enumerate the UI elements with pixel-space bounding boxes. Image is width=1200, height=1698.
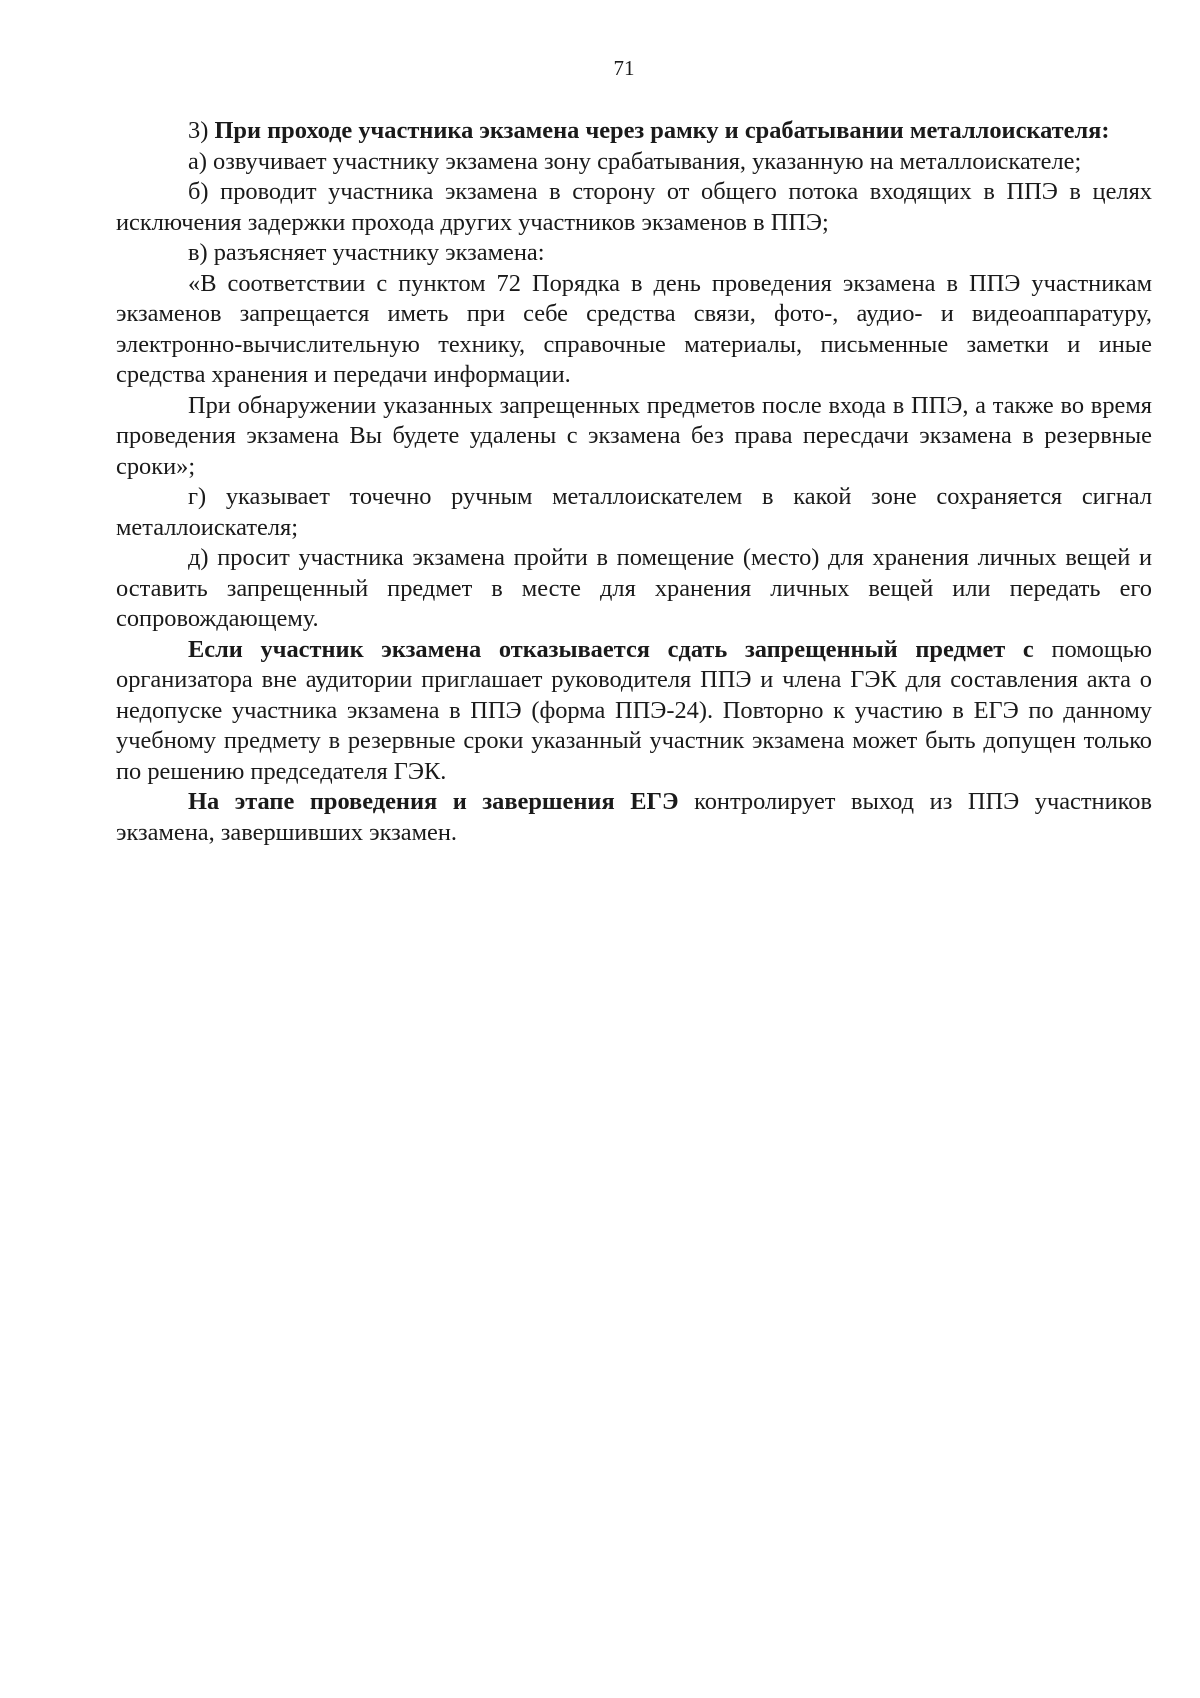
paragraph-item-g: г) указывает точечно ручным металлоискателем в какой зоне сохраняется сигнал металлоискателя; bbox=[116, 483, 1152, 541]
stage-text: контролирует выход из ППЭ участников экзамена, завершивших экзамен. bbox=[116, 788, 1152, 846]
document-body bbox=[116, 116, 1152, 848]
paragraph-quote-1: «В соответствии с пунктом 72 Порядка в день проведения экзамена в ППЭ участникам экзаменов запрещается иметь при себе средства связи, фото-, аудио- и видеоаппаратуру, электронно-вычислительную технику, справочные материалы, письменные заметки и иные средства хранения и передачи информации. bbox=[116, 269, 1152, 388]
paragraph-item-3 bbox=[116, 116, 1152, 147]
paragraph-item-b: б) проводит участника экзамена в сторону от общего потока входящих в ППЭ в целях исключения задержки прохода других участников экзаменов в ППЭ; bbox=[116, 178, 1152, 236]
stage-heading: На этапе проведения и завершения ЕГЭ bbox=[188, 788, 679, 815]
paragraph-stage bbox=[116, 787, 1152, 848]
paragraph-quote-2: При обнаружении указанных запрещенных предметов после входа в ППЭ, а также во время проведения экзамена Вы будете удалены с экзамена без права пересдачи экзамена в резервные сроки»; bbox=[116, 391, 1152, 480]
refusal-heading: Если участник экзамена отказывается сдать запрещенный предмет с bbox=[188, 635, 1034, 663]
paragraph-item-v: в) разъясняет участнику экзамена: bbox=[188, 239, 545, 266]
paragraph-item-d: д) просит участника экзамена пройти в помещение (место) для хранения личных вещей и оставить запрещенный предмет в месте для хранения личных вещей или передать его сопровождающему. bbox=[116, 544, 1152, 632]
refusal-text: помощью организатора вне аудитории приглашает руководителя ППЭ и члена ГЭК для составления акта о недопуске участника экзамена в ППЭ (форма ППЭ-24). Повторно к участию в ЕГЭ по данному учебному предмету в резервные сроки указанный участник экзамена может быть допущен только по решению председателя ГЭК. bbox=[116, 635, 1152, 785]
paragraph-refusal bbox=[116, 635, 1152, 788]
page-number: 71 bbox=[613, 56, 635, 80]
paragraph-item-a: а) озвучивает участнику экзамена зону срабатывания, указанную на металлоискателе; bbox=[188, 147, 1082, 175]
item-3-number: 3) bbox=[188, 117, 209, 144]
item-3-heading: При проходе участника экзамена через рамку и срабатывании металлоискателя: bbox=[214, 117, 1110, 144]
